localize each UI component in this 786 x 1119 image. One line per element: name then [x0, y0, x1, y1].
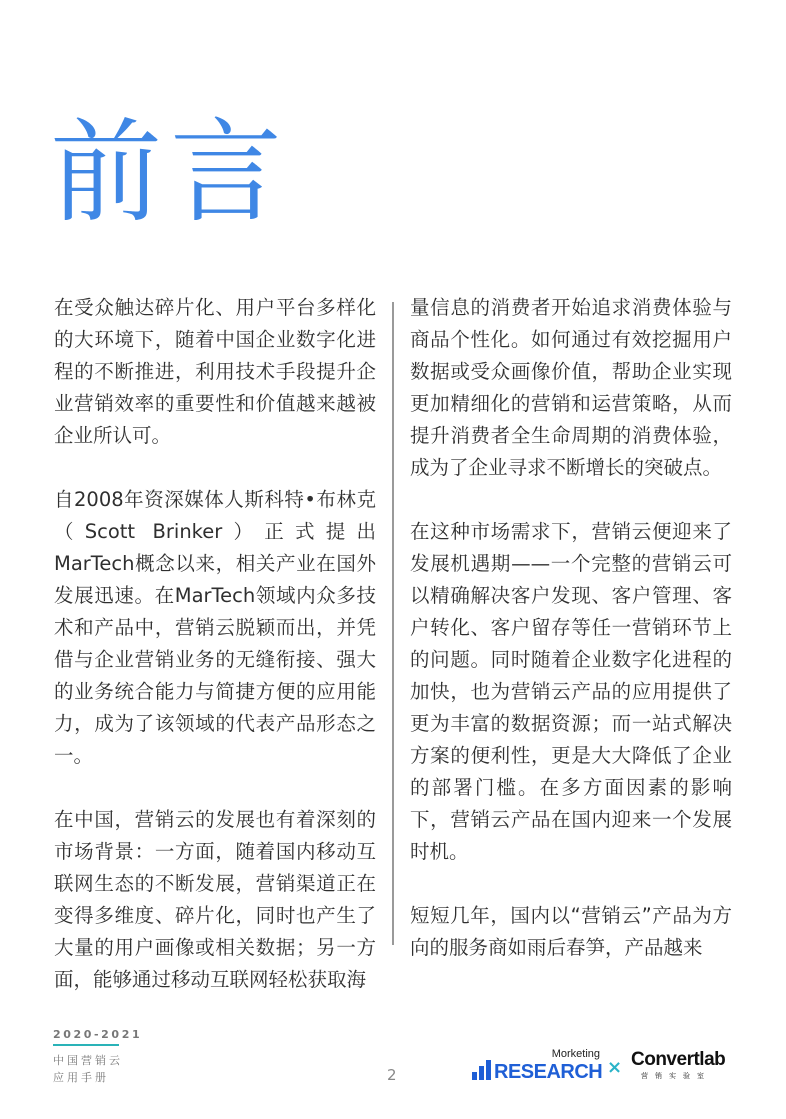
- page-title: 前言: [50, 108, 290, 238]
- paragraph: 在中国，营销云的发展也有着深刻的市场背景：一方面，随着国内移动互联网生态的不断发展，营销渠道正在变得多维度、碎片化，同时也产生了大量的用户画像或相关数据；另一方面，能够通过移动互联网轻松获取海: [54, 808, 376, 991]
- footer-report-title-line1: 中国营销云: [53, 1054, 123, 1067]
- convertlab-wordmark: Convertlab: [631, 1049, 726, 1070]
- left-column: [54, 292, 376, 1028]
- logo-small-text: Morketing: [551, 1048, 600, 1060]
- paragraph: 量信息的消费者开始追求消费体验与商品个性化。如何通过有效挖掘用户数据或受众画像价值，帮助企业实现更加精细化的营销和运营策略，从而提升消费者全生命周期的消费体验，成为了企业寻求不断增长的突破点。: [410, 296, 732, 479]
- right-column: [410, 292, 732, 996]
- logo-big-text: RESEARCH: [494, 1061, 603, 1083]
- footer-year-range: 2020-2021: [53, 1028, 143, 1041]
- morketing-research-logo: [472, 1050, 602, 1082]
- paragraph: 自2008年资深媒体人斯科特•布林克（Scott Brinker）正式提出MarTech概念以来，相关产业在国外发展迅速。在MarTech领域内众多技术和产品中，营销云脱颖而出，并凭借与企业营销业务的无缝衔接、强大的业务统合能力与简捷方便的应用能力，成为了该领域的代表产品形态之一。: [54, 488, 376, 767]
- column-divider: [392, 302, 394, 945]
- bar-chart-icon: [472, 1060, 491, 1080]
- footer-report-title-line2: 应用手册: [53, 1071, 109, 1084]
- convertlab-logo: [631, 1049, 741, 1083]
- convertlab-subtitle: 营销实验室: [641, 1072, 711, 1080]
- paragraph: 短短几年，国内以“营销云”产品为方向的服务商如雨后春笋，产品越来: [410, 904, 732, 959]
- paragraph: 在这种市场需求下，营销云便迎来了发展机遇期——一个完整的营销云可以精确解决客户发现、客户管理、客户转化、客户留存等任一营销环节上的问题。同时随着企业数字化进程的加快，也为营销云产品的应用提供了更为丰富的数据资源；而一站式解决方案的便利性，更是大大降低了企业的部署门槛。在多方面因素的影响下，营销云产品在国内迎来一个发展时机。: [410, 520, 732, 863]
- collaboration-x-icon: ×: [607, 1057, 623, 1078]
- footer-accent-rule: [53, 1044, 119, 1046]
- paragraph: 在受众触达碎片化、用户平台多样化的大环境下，随着中国企业数字化进程的不断推进，利用技术手段提升企业营销效率的重要性和价值越来越被企业所认可。: [54, 296, 376, 447]
- page-number: 2: [387, 1066, 397, 1084]
